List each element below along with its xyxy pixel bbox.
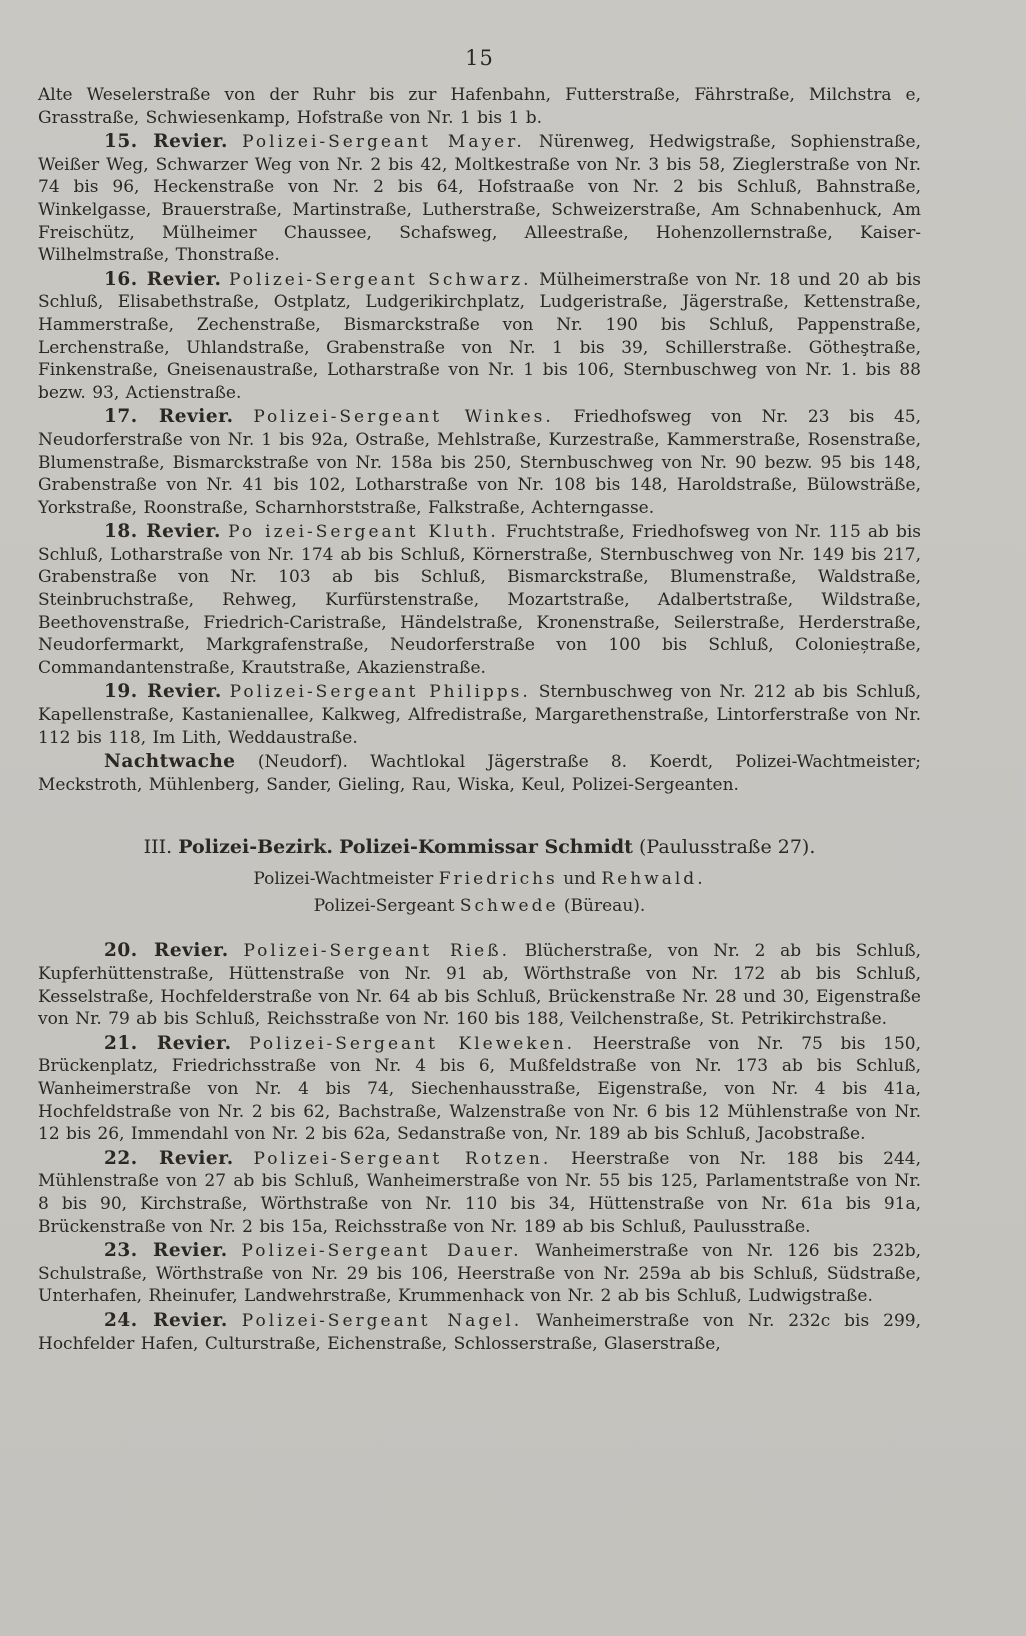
revier-sergeant: Polizei-Sergeant Dauer. [241, 1241, 522, 1262]
nachtwache-place: (Neudorf). [257, 752, 348, 773]
district-roman: III. [143, 836, 173, 859]
revier-22 [38, 1148, 921, 1238]
wachtmeister-name-2: Rehwald. [601, 869, 706, 890]
revier-number: 15. Revier. [104, 131, 228, 153]
revier-streets: Friedhofsweg von Nr. 23 bis 45, Neudorferstraße von Nr. 1 bis 92a, Ostraße, Mehlstraße, Kurzestraße, Kammerstraße, Rosenstraße, Blumenstraße, Bismarckstraße von Nr. 158a bis 250, Sternbuschweg von Nr. 90 bezw. 95 bis 148, Grabenstraße von Nr. 41 bis 102, Lotharstraße von Nr. 108 bis 148, Haroldstraße, Bülowsträße, Yorkstraße, Roonstraße, Scharnhorststraße, Falkstraße, Achterngasse. [38, 407, 922, 518]
revier-23 [38, 1240, 921, 1308]
district-commissioner: Polizei-Kommissar Schmidt [339, 836, 633, 859]
nachtwache-heading: Nachtwache [104, 751, 236, 773]
revier-streets: Blücherstraße, von Nr. 2 ab bis Schluß, Kupferhüttenstraße, Hüttenstraße von Nr. 91 ab, Wörthstraße von Nr. 172 ab bis Schluß, Kesselstraße, Hochfelderstraße von Nr. 64 ab bis Schluß, Brückenstraße Nr. 28 und 30, Eigenstraße von Nr. 79 ab bis Schluß, Reichsstraße von Nr. 160 bis 188, Veilchenstraße, St. Petrikirchstraße. [38, 941, 921, 1030]
nachtwache-text: Wachtlokal Jägerstraße 8. Koerdt, Polizei-Wachtmeister; Meckstroth, Mühlenberg, Sander, Gieling, Rau, Wiska, Keul, Polizei-Sergeanten. [38, 752, 922, 795]
revier-streets: Heerstraße von Nr. 188 bis 244, Mühlenstraße von 27 ab bis Schluß, Wanheimerstraße von Nr. 55 bis 125, Parlamentstraße von Nr. 8 bis 90, Kirchstraße, Wörthstraße von Nr. 110 bis 34, Hüttenstraße von Nr. 61a bis 91a, Brückenstraße von Nr. 2 bis 15a, Reichsstraße von Nr. 189 ab bis Schluß, Paulusstraße. [38, 1148, 922, 1237]
revier-21 [38, 1033, 921, 1146]
revier-sergeant: Polizei-Sergeant Winkes. [253, 407, 554, 428]
revier-number: 22. Revier. [104, 1147, 234, 1169]
revier-streets: Mülheimerstraße von Nr. 18 und 20 ab bis Schluß, Elisabethstraße, Ostplatz, Ludgerikirchplatz, Ludgeristraße, Jägerstraße, Kettenstraße, Hammerstraße, Zechenstraße, Bismarckstraße von Nr. 190 bis Schluß, Pappenstraße, Lerchenstraße, Uhlandstraße, Grabenstraße von Nr. 1 bis 39, Schillerstraße. Götheştraße, Finkenstraße, Gneisenaustraße, Lotharstraße von Nr. 1 bis 106, Sternbuschweg von Nr. 1. bis 88 bezw. 93, Actienstraße. [38, 269, 921, 403]
district-sergeant [38, 893, 921, 920]
revier-number: 16. Revier. [104, 268, 222, 290]
wachtmeister-und: und [563, 869, 596, 890]
revier-sergeant: Polizei-Sergeant Rotzen. [253, 1148, 552, 1169]
revier-number: 23. Revier. [104, 1240, 228, 1262]
revier-number: 17. Revier. [104, 406, 234, 428]
revier-number: 19. Revier. [104, 681, 222, 703]
district-name: Polizei-Bezirk. [178, 836, 334, 859]
revier-18 [38, 521, 921, 679]
revier-24 [38, 1310, 921, 1355]
sergeant-name: Schwede [459, 896, 559, 917]
wachtmeister-name-1: Friedrichs [438, 869, 558, 890]
revier-streets: Wanheimerstraße von Nr. 232c bis 299, Hochfelder Hafen, Culturstraße, Eichenstraße, Schlosserstraße, Glaserstraße, [38, 1310, 921, 1354]
revier-number: 18. Revier. [104, 521, 221, 543]
revier-number: 21. Revier. [104, 1032, 232, 1054]
sergeant-label: Polizei-Sergeant [313, 896, 455, 917]
revier-number: 20. Revier. [104, 940, 229, 962]
revier-sergeant: Polizei-Sergeant Kleweken. [249, 1033, 576, 1054]
spacer [38, 920, 921, 940]
revier-sergeant: Polizei-Sergeant Rieß. [243, 941, 511, 962]
revier-sergeant: Polizei-Sergeant Schwarz. [228, 269, 532, 290]
district-heading [38, 834, 921, 860]
revier-streets: Nürenweg, Hedwigstraße, Sophienstraße, Weißer Weg, Schwarzer Weg von Nr. 2 bis 42, Moltkestraße von Nr. 3 bis 58, Zieglerstraße von Nr. 74 bis 96, Heckenstraße von Nr. 2 bis 64, Hofstraaße von Nr. 2 bis Schluß, Bahnstraße, Winkelgasse, Brauerstraße, Martinstraße, Lutherstraße, Schweizerstraße, Am Schnabenhuck, Am Freischütz, Mülheimer Chaussee, Schafsweg, Alleestraße, Hohenzollernstraße, Kaiser-Wilhelmstraße, Thonstraße. [38, 132, 922, 266]
revier-15 [38, 131, 921, 267]
revier-20 [38, 940, 921, 1030]
revier-number: 24. Revier. [104, 1309, 228, 1331]
revier-19 [38, 681, 921, 749]
intro-paragraph: Alte Weselerstraße von der Ruhr bis zur Hafenbahn, Futterstraße, Fährstraße, Milchstra e, Grasstraße, Schwiesenkamp, Hofstraße von Nr. 1 bis 1 b. [38, 85, 921, 128]
revier-16 [38, 269, 921, 405]
revier-streets: Heerstraße von Nr. 75 bis 150, Brückenplatz, Friedrichsstraße von Nr. 4 bis 6, Mußfeldstraße von Nr. 173 ab bis Schluß, Wanheimerstraße von Nr. 4 bis 74, Siechenhausstraße, Eigenstraße, von Nr. 4 bis 41a, Hochfeldstraße von Nr. 2 bis 62, Bachstraße, Walzenstraße von Nr. 6 bis 12 Mühlenstraße von Nr. 12 bis 26, Immendahl von Nr. 2 bis 62a, Sedanstraße von, Nr. 189 ab bis Schluß, Jacobstraße. [38, 1033, 922, 1145]
district-address: (Paulusstraße 27). [639, 836, 816, 859]
revier-sergeant: Po izei-Sergeant Kluth. [228, 522, 499, 543]
district-wachtmeister [38, 866, 921, 893]
revier-streets: Wanheimerstraße von Nr. 126 bis 232b, Schulstraße, Wörthstraße von Nr. 29 bis 106, Heerstraße von Nr. 259a ab bis Schluß, Südstraße, Unterhafen, Rheinufer, Landwehrstraße, Krummenhack von Nr. 2 ab bis Schluß, Ludwigstraße. [38, 1241, 922, 1307]
revier-streets: Sternbuschweg von Nr. 212 ab bis Schluß, Kapellenstraße, Kastanienallee, Kalkweg, Alfredistraße, Margarethenstraße, Lintorferstraße von Nr. 112 bis 118, Im Lith, Weddaustraße. [38, 682, 922, 748]
revier-sergeant: Polizei-Sergeant Philipps. [229, 682, 531, 703]
revier-sergeant: Polizei-Sergeant Nagel. [241, 1310, 523, 1331]
revier-sergeant: Polizei-Sergeant Mayer. [242, 132, 525, 153]
page-number: 15 [465, 46, 494, 70]
revier-17 [38, 406, 921, 519]
nachtwache [38, 751, 921, 796]
wachtmeister-label: Polizei-Wachtmeister [253, 869, 434, 890]
sergeant-note: (Büreau). [563, 896, 646, 917]
revier-streets: Fruchtstraße, Friedhofsweg von Nr. 115 ab bis Schluß, Lotharstraße von Nr. 174 ab bis Schluß, Körnerstraße, Sternbuschweg von Nr. 149 bis 217, Grabenstraße von Nr. 103 ab bis Schluß, Bismarckstraße, Blumenstraße, Waldstraße, Steinbruchstraße, Rehweg, Kurfürstenstraße, Mozartstraße, Adalbertstraße, Wildstraße, Beethovenstraße, Friedrich-Caristraße, Händelstraße, Kronenstraße, Seilerstraße, Herderstraße, Neudorfermarkt, Markgrafenstraße, Neudorferstraße von 100 bis Schluß, Colonieștraße, Commandantenstraße, Krautstraße, Akazienstraße. [38, 522, 922, 678]
